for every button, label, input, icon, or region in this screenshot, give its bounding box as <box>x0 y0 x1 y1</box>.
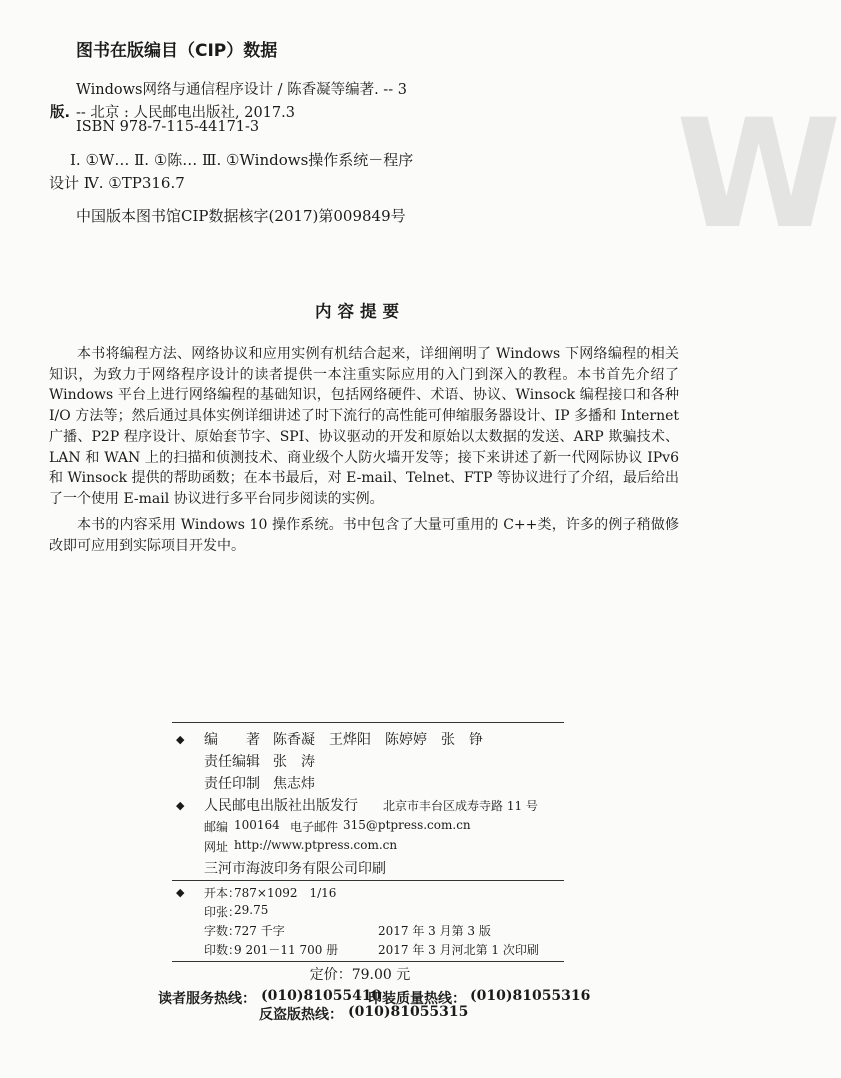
print-house: 三河市海波印务有限公司印刷 <box>204 861 386 877</box>
editor-name: 张 涛 <box>273 754 315 770</box>
printing-date: 2017 年 3 月河北第 1 次印刷 <box>378 943 539 957</box>
postcode: 100164 <box>234 818 280 832</box>
word-count: 727 千字 <box>234 924 285 938</box>
editor-label: 责任编辑 <box>204 754 260 770</box>
email: 315@ptpress.com.cn <box>343 818 471 832</box>
authors: 陈香凝 王烨阳 陈婷婷 张 铮 <box>273 732 483 748</box>
publisher-address: 北京市丰台区成寿寺路 11 号 <box>383 799 538 813</box>
edition-date: 2017 年 3 月第 3 版 <box>378 924 491 938</box>
summary-paragraph-1: 本书将编程方法、网络协议和应用实例有机结合起来，详细阐明了 Windows 下网络编程的相关知识，为致力于网络程序设计的读者提供一本注重实际应用的入门到深入的教程。本书首先介绍了 Windows 平台上进行网络编程的基础知识，包括网络硬件、术语、协议、Winsock 编程接口和各种 I/O 方法等；然后通过具体实例详细讲述了时下流行的高性能可伸缩服务器设计、IP 多播和 Internet 广播、P2P 程序设计、原始套节字、SPI、协议驱动的开发和原始以太数据的发送、ARP 欺骗技术、LAN 和 WAN 上的扫描和侦测技术、商业级个人防火墙开发等；接下来讲述了新一代网际协议 IPv6 和 Winsock 提供的帮助函数；在本书最后，对 E-mail、Telnet、FTP 等协议进行了介绍，最后给出了一个使用 E-mail 协议进行多平台同步阅读的实例。 <box>49 346 679 507</box>
author-label: 编 著 <box>204 732 260 748</box>
sheets-label: 印张： <box>204 905 241 919</box>
page-edge-artifact: W <box>676 88 841 262</box>
cip-line-isbn: ISBN 978-7-115-44171-3 <box>76 119 260 135</box>
email-label: 电子邮件 <box>290 820 339 834</box>
service-hotline-label: 读者服务热线： <box>158 991 256 1007</box>
cip-title: 图书在版编目（CIP）数据 <box>76 41 278 61</box>
copies: 9 201－11 700 册 <box>234 943 339 957</box>
piracy-hotline: (010)81055315 <box>348 1004 469 1020</box>
price: 定价：79.00 元 <box>309 967 411 983</box>
cip-classification-1: Ⅰ. ①W… Ⅱ. ①陈… Ⅲ. ①Windows操作系统－程序 <box>70 151 414 169</box>
postcode-label: 邮编 <box>204 820 229 834</box>
piracy-hotline-label: 反盗版热线： <box>259 1007 343 1023</box>
publisher: 人民邮电出版社出版发行 <box>204 798 358 814</box>
sheets: 29.75 <box>234 903 269 917</box>
website-label: 网址 <box>204 840 229 854</box>
divider-middle <box>172 880 564 881</box>
format: 787×1092 1/16 <box>234 886 337 900</box>
summary-paragraph-2: 本书的内容采用 Windows 10 操作系统。书中包含了大量可重用的 C++类，许多的例子稍做修改即可应用到实际项目开发中。 <box>49 517 679 554</box>
cip-line-publisher: -- 北京 : 人民邮电出版社, 2017.3 <box>76 105 295 121</box>
cip-classification-2: 设计 Ⅳ. ①TP316.7 <box>49 174 185 192</box>
cip-line-title: Windows网络与通信程序设计 / 陈香凝等编著. -- 3 <box>76 82 407 98</box>
cip-number: 中国版本图书馆CIP数据核字(2017)第009849号 <box>76 207 406 225</box>
cip-line-edition: 版. <box>50 105 71 121</box>
format-label: 开本： <box>204 886 241 900</box>
printer-label: 责任印制 <box>204 776 260 792</box>
service-hotline: (010)81055410 <box>261 988 382 1004</box>
words-label: 字数： <box>204 924 241 938</box>
divider-top <box>172 722 564 723</box>
bullet-diamond: ◆ <box>176 733 185 746</box>
quality-hotline-label: 印装质量热线： <box>368 991 466 1007</box>
divider-bottom <box>172 961 564 962</box>
bullet-diamond: ◆ <box>176 886 185 899</box>
website: http://www.ptpress.com.cn <box>234 838 398 852</box>
quality-hotline: (010)81055316 <box>470 988 591 1004</box>
copies-label: 印数： <box>204 943 241 957</box>
summary-title: 内容提要 <box>315 302 405 321</box>
bullet-diamond: ◆ <box>176 799 185 812</box>
printer-name: 焦志炜 <box>273 776 315 792</box>
